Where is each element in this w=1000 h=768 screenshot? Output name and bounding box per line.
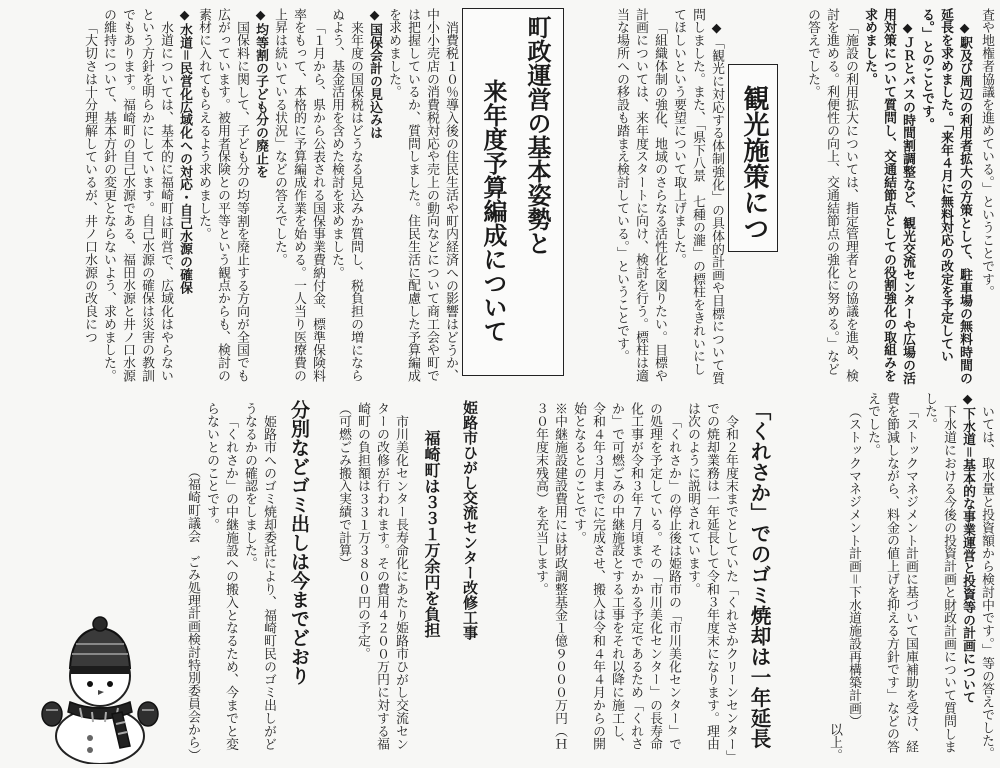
sewer-heading: ◆下水道＝基本的な事業運営と投資等の計画について: [960, 392, 975, 704]
heading-kanko: 観光施策につ: [728, 64, 778, 252]
child-levy-paragraph: 国保料に関して、子ども分の均等割を廃止する方向が全国でも広がっています。被用者保険との平等という観点からも、検討の素材に入れてもらえるよう求めました。: [196, 8, 249, 383]
kuresaka-paragraph: 令和２年度末までとしていた「くれさかクリーンセンター」での焼却業務は一年延長して令和３年度末になります。理由は次のように説明されています。: [685, 402, 738, 757]
heading-main: 町政運営の基本姿勢と 来年度予算編成について: [462, 8, 564, 376]
committee-credit: （福崎町議会 ごみ処理計画検討特別委員会から）: [185, 465, 200, 762]
nhi-answer: 「１月から、県から公表される国保事業費納付金、標準保険料率をもって、本格的に予算編成作業を始める。一人当り医療費の上昇は続いている状況」などの答えでした。: [272, 8, 325, 383]
sewer-paragraph: 下水道における今後の投資計画と財政計画について質問しました。: [922, 392, 956, 754]
heading-fukusaki-cost: 福崎町は３３１万余円を負担: [422, 430, 441, 638]
cost-section: [318, 402, 410, 762]
kuresaka-detail: 「くれさか」の停止後は姫路市の「市川美化センター」での処理を予定している。その「市川美化センター」の長寿命化工事が令和３年７月頃までかかる予定であるため「くれさか」で可燃ごみの中継施設とする工事をそれ以降に施工し、令和４年３月までに完成させ、搬入は令和４年４月からの開始となるとのことです。: [571, 402, 681, 751]
child-levy-heading: ◆均等割の子ども分の廃止を: [253, 8, 268, 178]
cost-paragraph: 市川美化センター長寿命化にあたり姫路市ひがし交流センターの改修が行われます。その費用４２００万円に対する福崎町の負担額は３３１万３８００円の予定。: [355, 402, 408, 751]
water-heading: ◆水道＝民営化広域化への対応・自己水源の確保: [177, 8, 192, 294]
sewer-section: [800, 392, 996, 762]
kuresaka-section: [486, 402, 740, 762]
transit-paragraph: ◆ＪＲとバスの時間割調整など、観光交流センターや広場の活用対策について質問し、交通結節点としての役割強化の取組みを求めました。: [862, 8, 915, 385]
nhi-paragraph: 来年度の国保税はどうなる見込みか質問し、税負担の増にならぬよう、基金活用を含めた検討を求めました。: [329, 8, 363, 382]
sewer-answer: 「ストックマネジメント計画に基づいて国庫補助を受け、経費を節減しながら、料金の値上げを抑える方針です」などの答えでした。: [865, 392, 918, 754]
tourism-question: ◆「観光に対応する体制強化」の具体的計画や目標について質問しました。また、「県下八景 七種の瀧」の標柱をきれいにしてほしいという要望について取上げました。: [671, 8, 724, 385]
water-continuation: いては、取水量と投資額から検討中です。」等の答えでした。: [979, 404, 994, 760]
kuresaka-note: ※中継施設建設費用には財政調整基金１億９０００万円（Ｈ３０年度末残高）を充当します。: [533, 402, 567, 751]
budget-section: [2, 8, 460, 388]
heading-kuresaka: 「くれさか」でのゴミ焼却は一年延長: [747, 400, 771, 749]
continuation-text: 査や地権者協議を進めている。」ということです。: [979, 8, 994, 299]
cost-note: （可燃ごみ搬入実績で計算）: [336, 402, 351, 570]
garbage-section: [172, 402, 278, 762]
water-answer: 「大切さは十分理解しているが、井ノ口水源の改良につ: [82, 20, 97, 344]
water-paragraph: 水道については、基本的に福崎町は町営で、広域化はやらないという方針を明らかにしています。自己水源の確保は災害の教訓でもあります。福崎町の自己水源である、福田水源と井ノ口水源の維持について、基本方針の変更とならないよう、求めました。: [101, 8, 173, 383]
budget-paragraph: 消費税１０％導入後の住民生活や町内経済への影響はどうか、中小小売店の消費税対応や売上の動向などについて商工会や町では把握しているか、質問しました。住民生活に配慮した予算編成を求めました。: [386, 8, 458, 383]
tourism-answer: 「組織体制の強化、地域のさらなる活性化を図りたい。目標や計画については、来年度スタートに向け、検討を行う。標柱は適当な場所への移設も踏まえ検討している。」ということです。: [614, 8, 667, 383]
snowman-icon: [40, 608, 160, 764]
sewer-note: （ストックマネジメント計画＝下水道施設再構築計画）: [846, 404, 861, 728]
station-section: [802, 8, 974, 388]
garbage-paragraph: 姫路市へのゴミ焼却委託により、福崎町民のゴミ出しがどうなるかの確認をしました。: [242, 402, 276, 751]
nhi-heading: ◆国保会計の見込みは: [367, 8, 382, 140]
heading-bunbetsu: 分別などゴミ出しは今までどおり: [288, 400, 310, 685]
transit-answer: 「施設の利用拡大については、指定管理者との協議を進め、検討を進める。利便性の向上、交通結節点の強化に努める。」などの答えでした。: [805, 8, 858, 382]
closing-mark: 以上。: [827, 723, 842, 762]
parking-paragraph: ◆駅及び周辺の利用者拡大の方策として、駐車場の無料時間の延長を求めました。「来年４月に無料対応の改定を予定している。」とのことです。: [919, 8, 972, 385]
heading-himeji: 姫路市ひがし交流センター改修工事: [461, 400, 479, 640]
tourism-section: [568, 8, 726, 388]
garbage-answer: 「くれさか」の中継施設への搬入となるため、今までと変らないとのことです。: [204, 402, 238, 751]
